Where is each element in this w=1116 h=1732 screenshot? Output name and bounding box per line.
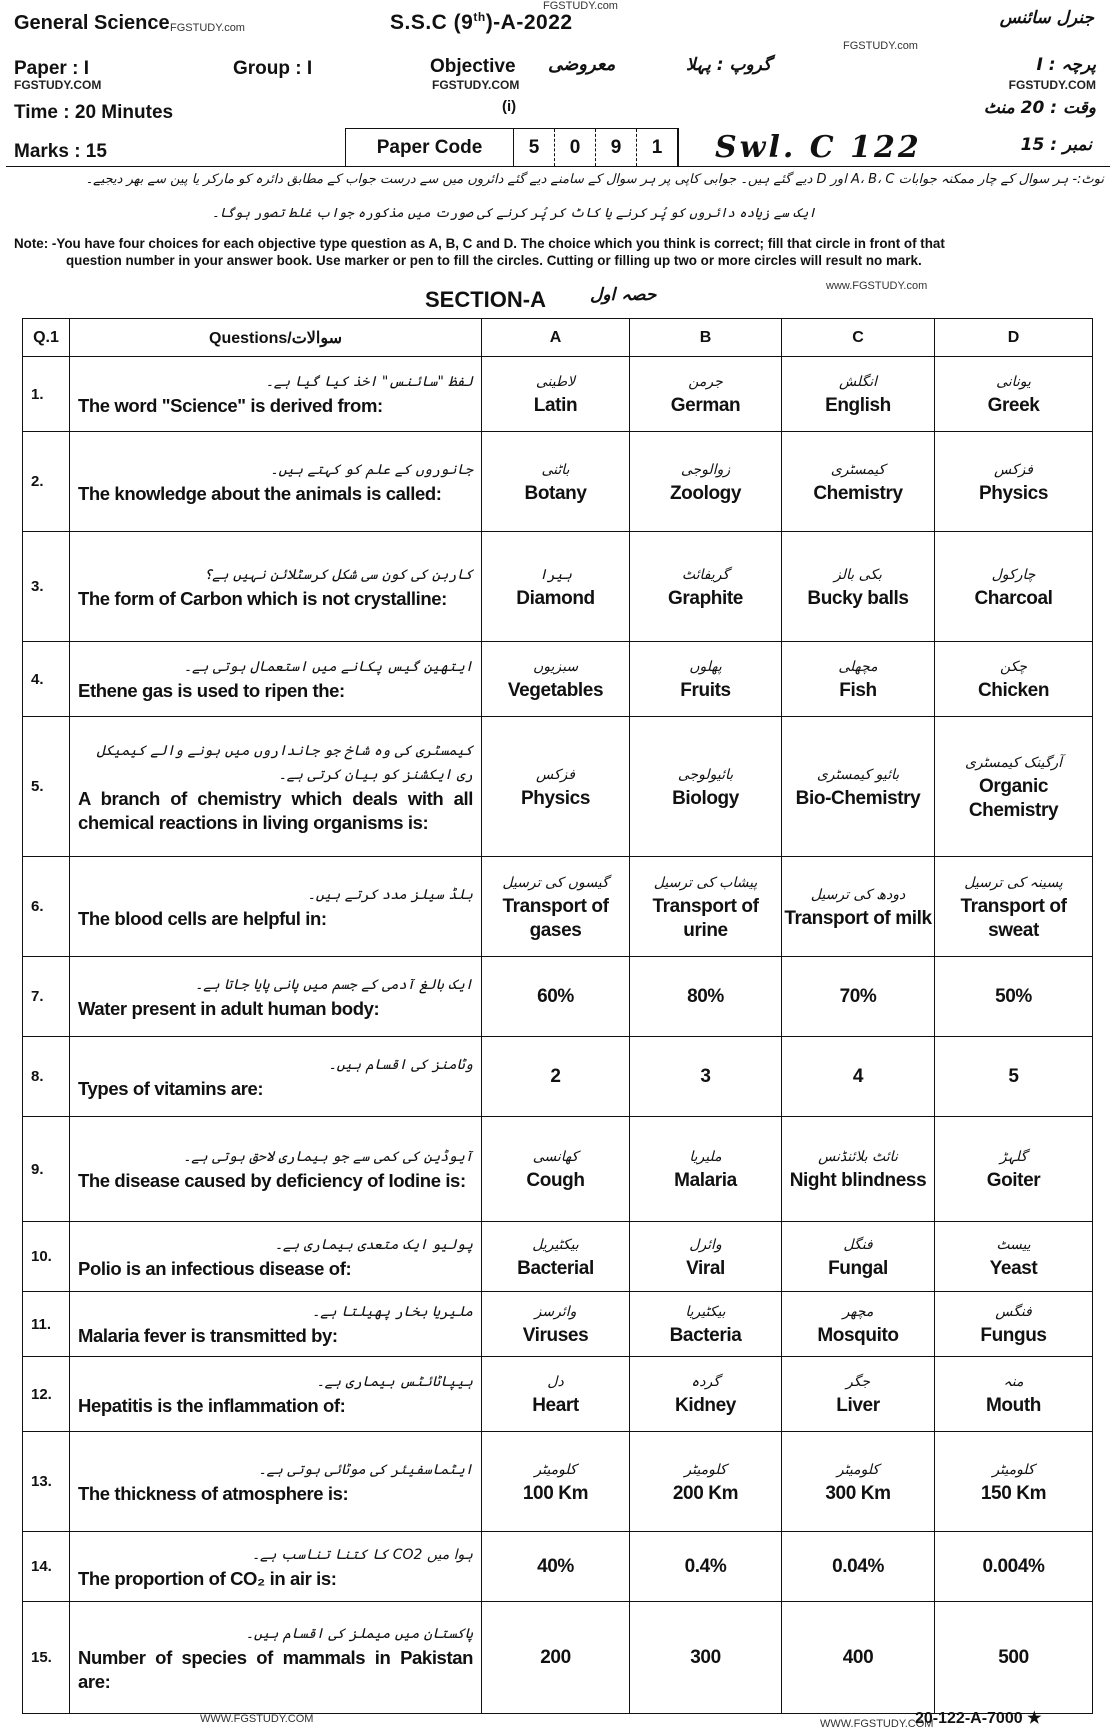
option-d-english: 150 Km xyxy=(980,1482,1047,1504)
option-a xyxy=(482,1292,630,1357)
option-d-english: Charcoal xyxy=(974,587,1053,609)
instructions-english xyxy=(14,235,1104,269)
question-row xyxy=(23,532,1093,642)
header-question-number: Q.1 xyxy=(23,319,70,357)
paper-number-urdu: پرچہ : I xyxy=(1036,55,1096,75)
option-d-urdu: پسینہ کی ترسیل xyxy=(964,874,1063,891)
option-d-english: Chicken xyxy=(977,680,1050,701)
option-b xyxy=(630,857,782,957)
watermark-footer-right: WWW.FGSTUDY.COM xyxy=(820,1718,934,1730)
option-a xyxy=(482,432,630,532)
watermark-top: FGSTUDY.com xyxy=(543,0,618,12)
option-c xyxy=(782,532,935,642)
option-c-english: 0.04% xyxy=(832,1555,884,1577)
option-c-english: Fish xyxy=(839,680,877,701)
option-a-english: Heart xyxy=(532,1395,579,1416)
option-a xyxy=(482,1357,630,1432)
option-c-english: Fungal xyxy=(828,1257,888,1279)
option-d xyxy=(935,432,1093,532)
header-questions: Questions/سوالات xyxy=(70,319,482,357)
question-row xyxy=(23,717,1093,857)
option-b-urdu: گریفائٹ xyxy=(681,566,730,583)
objective-label-urdu: معروضی xyxy=(548,54,616,75)
option-b-english: Bacteria xyxy=(669,1325,742,1346)
option-d-english: 5 xyxy=(1008,1065,1019,1087)
option-d-urdu: ییسٹ xyxy=(996,1236,1031,1253)
option-c-urdu: انگلش xyxy=(838,374,877,390)
objective-label: Objective xyxy=(430,56,516,77)
option-c xyxy=(782,432,935,532)
question-text-english: Polio is an infectious disease of: xyxy=(78,1257,352,1279)
option-b-urdu: گردہ xyxy=(691,1374,720,1390)
option-c-urdu: جگر xyxy=(845,1374,871,1390)
question-text-english: A branch of chemistry which deals with all chemical reactions in living organisms is: xyxy=(78,787,473,833)
option-c-english: Bucky balls xyxy=(807,587,909,609)
exam-title-sup: th xyxy=(473,10,486,24)
option-b xyxy=(630,1357,782,1432)
option-c-english: 70% xyxy=(839,985,877,1007)
option-b-english: 3 xyxy=(700,1065,711,1087)
option-a-english: Transport of gases xyxy=(502,895,609,941)
question-row xyxy=(23,957,1093,1037)
option-a xyxy=(482,1532,630,1602)
question-text-cell xyxy=(70,642,482,717)
exam-title-prefix: S.S.C (9 xyxy=(390,11,474,34)
option-b-english: German xyxy=(670,395,741,416)
question-number: 11. xyxy=(23,1292,70,1357)
option-d-urdu: فنگس xyxy=(995,1304,1032,1320)
question-number: 3. xyxy=(23,532,70,642)
option-c xyxy=(782,1357,935,1432)
instructions-urdu-line2: ایک سے زیادہ دائروں کو پُر کرنے یا کاٹ کر پُر کرنے کی صورت میں مذکورہ جواب غلط تصور ہوگا۔ xyxy=(211,206,816,221)
option-b-urdu: کلومیٹر xyxy=(684,1461,727,1478)
question-text-english: The word "Science" is derived from: xyxy=(78,395,383,416)
option-c-english: Liver xyxy=(836,1395,880,1416)
option-d-english: Goiter xyxy=(986,1170,1041,1191)
question-row xyxy=(23,1117,1093,1222)
option-c-urdu: نائٹ بلائنڈنس xyxy=(818,1149,898,1165)
option-c-english: Night blindness xyxy=(789,1170,927,1191)
question-text-cell xyxy=(70,532,482,642)
option-a-english: Viruses xyxy=(522,1325,589,1346)
question-row xyxy=(23,1037,1093,1117)
instructions-urdu-line1: نوٹ:- ہر سوال کے چار ممکنہ جوابات A، B، C اور D دیے گئے ہیں۔ جوابی کاپی پر ہر سوال کے سامنے دیے گئے دائروں میں سے درست جواب کے مطابق دائرہ کو مارکر یا پین سے بھر دیجیے۔ xyxy=(85,172,1104,187)
question-row xyxy=(23,857,1093,957)
option-c-english: Mosquito xyxy=(817,1325,899,1346)
option-a-english: 60% xyxy=(537,985,574,1007)
question-number: 6. xyxy=(23,857,70,957)
option-d xyxy=(935,957,1093,1037)
option-b xyxy=(630,432,782,532)
paper-code-digit: 1 xyxy=(637,129,678,166)
option-d xyxy=(935,1222,1093,1292)
header-divider xyxy=(6,166,1110,167)
option-c xyxy=(782,957,935,1037)
question-text-cell xyxy=(70,857,482,957)
question-text-english: Malaria fever is transmitted by: xyxy=(78,1325,338,1346)
question-text-english: The knowledge about the animals is called: xyxy=(78,482,442,504)
option-a-english: Vegetables xyxy=(507,680,604,701)
option-b-english: Viral xyxy=(686,1257,725,1279)
option-c xyxy=(782,717,935,857)
option-a-urdu: بیکٹیریل xyxy=(532,1236,579,1253)
question-row xyxy=(23,1292,1093,1357)
watermark-subject: FGSTUDY.com xyxy=(170,22,245,34)
question-text-cell xyxy=(70,717,482,857)
question-text-cell xyxy=(70,1037,482,1117)
section-title: SECTION-A xyxy=(425,287,546,312)
question-row xyxy=(23,1532,1093,1602)
option-d-urdu: فزکس xyxy=(994,461,1033,478)
question-text-cell xyxy=(70,357,482,432)
watermark-footer-left: WWW.FGSTUDY.COM xyxy=(200,1713,314,1725)
option-c-urdu: بائیو کیمسٹری xyxy=(816,766,900,783)
question-text-urdu: لفظ "سائنس" اخذ کیا گیا ہے۔ xyxy=(265,374,473,390)
handwritten-code: Swl. C 122 xyxy=(715,130,922,165)
question-table xyxy=(22,318,1093,1714)
option-a-english: Diamond xyxy=(516,587,595,609)
option-d-urdu: چارکول xyxy=(991,566,1036,583)
paper-variant: (i) xyxy=(502,98,517,115)
option-a-english: Physics xyxy=(520,787,591,809)
question-number: 12. xyxy=(23,1357,70,1432)
option-a-urdu: کلومیٹر xyxy=(534,1461,577,1478)
section-title-urdu: حصہ اول xyxy=(590,285,657,305)
option-b xyxy=(630,1432,782,1532)
question-text-urdu: کاربن کی کون سی شکل کرسٹلائن نہیں ہے؟ xyxy=(203,566,473,583)
question-number: 10. xyxy=(23,1222,70,1292)
option-a xyxy=(482,532,630,642)
option-d xyxy=(935,1602,1093,1714)
paper-serial-code: 20-122-A-7000 ★ xyxy=(915,1710,1042,1727)
paper-code-digit: 9 xyxy=(596,129,637,166)
watermark-right: FGSTUDY.COM xyxy=(1008,78,1096,92)
option-b-urdu: بیکٹیریا xyxy=(685,1304,726,1320)
watermark-objective: FGSTUDY.COM xyxy=(432,78,520,92)
question-row xyxy=(23,1357,1093,1432)
option-a-urdu: ہیرا xyxy=(539,566,572,583)
option-c-english: 300 Km xyxy=(825,1482,891,1504)
option-c xyxy=(782,857,935,957)
paper-code-label: Paper Code xyxy=(346,129,514,166)
question-table-body xyxy=(23,357,1093,1714)
header-option-d: D xyxy=(935,319,1093,357)
option-b-english: Biology xyxy=(672,787,739,809)
question-text-cell xyxy=(70,1432,482,1532)
option-c xyxy=(782,1532,935,1602)
option-d-english: 0.004% xyxy=(982,1555,1045,1577)
question-text-cell xyxy=(70,1602,482,1714)
option-b xyxy=(630,642,782,717)
question-number: 14. xyxy=(23,1532,70,1602)
watermark-paper: FGSTUDY.COM xyxy=(14,78,102,92)
option-b xyxy=(630,1037,782,1117)
option-c xyxy=(782,1037,935,1117)
question-text-cell xyxy=(70,432,482,532)
table-header-row xyxy=(23,319,1093,357)
option-b-urdu: زوالوجی xyxy=(680,461,731,478)
question-text-urdu: ہیپاٹائٹس بیماری ہے۔ xyxy=(316,1374,473,1390)
option-a-english: 40% xyxy=(537,1555,574,1577)
question-row xyxy=(23,357,1093,432)
option-a-urdu: لاطینی xyxy=(535,374,576,390)
option-a-urdu: فزکس xyxy=(536,766,575,783)
option-d-english: Transport of sweat xyxy=(960,895,1067,941)
option-d-english: Greek xyxy=(987,395,1040,416)
question-text-english: The disease caused by deficiency of Iodine is: xyxy=(78,1170,466,1191)
option-b-english: Fruits xyxy=(680,680,731,701)
question-text-english: Ethene gas is used to ripen the: xyxy=(78,680,345,701)
option-a xyxy=(482,957,630,1037)
option-d-english: Physics xyxy=(978,482,1049,504)
option-b-english: Graphite xyxy=(668,587,743,609)
option-b-urdu: پھلوں xyxy=(689,659,722,675)
option-b-urdu: بائیولوجی xyxy=(677,766,734,783)
question-number: 15. xyxy=(23,1602,70,1714)
option-d-english: Fungus xyxy=(980,1325,1047,1346)
option-c-urdu: مچھلی xyxy=(838,659,878,675)
option-a xyxy=(482,1432,630,1532)
question-text-english: Number of species of mammals in Pakistan are: xyxy=(78,1646,473,1692)
option-c-urdu: دودھ کی ترسیل xyxy=(810,886,906,903)
question-text-english: The thickness of atmosphere is: xyxy=(78,1482,349,1504)
question-text-urdu: پاکستان میں میملز کی اقسام ہیں۔ xyxy=(245,1625,473,1642)
option-b-english: Kidney xyxy=(675,1395,736,1416)
option-d-urdu: منہ xyxy=(1003,1374,1024,1390)
option-d-urdu: آرگینک کیمسٹری xyxy=(964,754,1063,771)
header-option-c: C xyxy=(782,319,935,357)
question-number: 5. xyxy=(23,717,70,857)
question-text-cell xyxy=(70,1532,482,1602)
option-a xyxy=(482,1037,630,1117)
option-a-urdu: وائرسز xyxy=(534,1304,577,1320)
exam-title xyxy=(390,10,573,35)
option-c xyxy=(782,1222,935,1292)
question-row xyxy=(23,1602,1093,1714)
option-c-english: 400 xyxy=(842,1646,874,1668)
option-b-english: 80% xyxy=(687,985,724,1007)
option-c xyxy=(782,357,935,432)
option-a xyxy=(482,1602,630,1714)
option-b-urdu: ملیریا xyxy=(689,1149,722,1165)
question-text-english: The form of Carbon which is not crystalline: xyxy=(78,587,447,609)
question-text-cell xyxy=(70,957,482,1037)
option-c-english: Chemistry xyxy=(813,482,903,504)
option-c xyxy=(782,642,935,717)
paper-code-digit: 0 xyxy=(555,129,596,166)
question-number: 8. xyxy=(23,1037,70,1117)
option-d-urdu: کلومیٹر xyxy=(992,1461,1035,1478)
option-d-urdu: یونانی xyxy=(996,374,1031,390)
header-option-b: B xyxy=(630,319,782,357)
question-text-urdu: ایتھین گیس پکانے میں استعمال ہوتی ہے۔ xyxy=(183,659,473,675)
option-a-urdu: کھانسی xyxy=(532,1149,579,1165)
option-d-urdu: چکن xyxy=(999,659,1028,675)
option-d-english: 50% xyxy=(995,985,1032,1007)
option-b-english: 200 Km xyxy=(672,1482,739,1504)
time-allowed: Time : 20 Minutes xyxy=(14,102,174,123)
option-b-urdu: پیشاب کی ترسیل xyxy=(653,874,758,891)
question-text-english: The proportion of CO₂ in air is: xyxy=(78,1567,337,1589)
option-c-urdu: بکی بالز xyxy=(834,566,882,583)
option-b xyxy=(630,717,782,857)
option-d xyxy=(935,717,1093,857)
option-a xyxy=(482,357,630,432)
option-b xyxy=(630,1602,782,1714)
question-text-english: Types of vitamins are: xyxy=(78,1077,264,1099)
question-text-urdu: بلڈ سیلز مدد کرتے ہیں۔ xyxy=(307,886,473,903)
option-a-english: Botany xyxy=(524,482,587,504)
question-text-urdu: کیمسٹری کی وہ شاخ جو جانداروں میں ہونے والے کیمیکل ری ایکشنز کو بیان کرتی ہے۔ xyxy=(96,742,473,783)
option-a xyxy=(482,1222,630,1292)
option-d xyxy=(935,1117,1093,1222)
option-b-english: Malaria xyxy=(674,1170,737,1191)
option-d-urdu: گلہڑ xyxy=(999,1149,1028,1165)
option-b-urdu: جرمن xyxy=(688,374,723,390)
option-d xyxy=(935,642,1093,717)
watermark-group: FGSTUDY.com xyxy=(843,40,918,52)
option-d xyxy=(935,1532,1093,1602)
question-row xyxy=(23,1222,1093,1292)
group-number-urdu: گروپ : پہلا xyxy=(686,55,772,75)
option-d-english: Yeast xyxy=(989,1257,1038,1279)
question-text-urdu: پولیو ایک متعدی بیماری ہے۔ xyxy=(274,1236,473,1253)
option-a xyxy=(482,1117,630,1222)
option-c xyxy=(782,1292,935,1357)
group-number: Group : I xyxy=(233,58,313,79)
option-a-english: 100 Km xyxy=(522,1482,589,1504)
option-b-english: Transport of urine xyxy=(652,895,759,941)
option-d-english: 500 xyxy=(998,1646,1029,1668)
option-b-english: 300 xyxy=(690,1646,721,1668)
total-marks: Marks : 15 xyxy=(14,141,107,162)
option-b xyxy=(630,532,782,642)
option-d xyxy=(935,532,1093,642)
question-text-cell xyxy=(70,1222,482,1292)
option-a xyxy=(482,857,630,957)
option-a-english: Cough xyxy=(526,1170,585,1191)
instructions-english-line1: Note: -You have four choices for each objective type question as A, B, C and D. The choice which you think is correct; fill that circle in front of that xyxy=(14,236,945,251)
option-a xyxy=(482,717,630,857)
paper-code-box xyxy=(345,128,679,166)
question-text-english: The blood cells are helpful in: xyxy=(78,907,327,929)
watermark-section: www.FGSTUDY.com xyxy=(826,280,928,292)
option-c xyxy=(782,1602,935,1714)
question-text-urdu: ہوا میں CO2 کا کتنا تناسب ہے۔ xyxy=(251,1546,473,1563)
total-marks-urdu: نمبر : 15 xyxy=(1020,135,1092,155)
question-number: 7. xyxy=(23,957,70,1037)
option-a-english: Latin xyxy=(533,395,578,416)
option-b-english: Zoology xyxy=(669,482,742,504)
option-a-urdu: باٹنی xyxy=(541,461,570,478)
question-number: 4. xyxy=(23,642,70,717)
option-c xyxy=(782,1432,935,1532)
header-option-a: A xyxy=(482,319,630,357)
option-c-urdu: کلومیٹر xyxy=(836,1461,880,1478)
question-text-urdu: ایک بالغ آدمی کے جسم میں پانی پایا جاتا ہے۔ xyxy=(195,976,473,993)
question-text-cell xyxy=(70,1357,482,1432)
option-d-english: Mouth xyxy=(986,1395,1041,1416)
subject-title: General Science xyxy=(14,12,170,34)
option-a-urdu: سبزیوں xyxy=(532,659,579,675)
option-d xyxy=(935,357,1093,432)
question-row xyxy=(23,432,1093,532)
exam-title-suffix: )-A-2022 xyxy=(485,11,573,34)
option-d xyxy=(935,857,1093,957)
option-b xyxy=(630,1117,782,1222)
question-text-urdu: ملیریا بخار پھیلتا ہے۔ xyxy=(311,1304,473,1320)
question-number: 2. xyxy=(23,432,70,532)
option-b-urdu: وائرل xyxy=(689,1236,722,1253)
question-text-urdu: جانوروں کے علم کو کہتے ہیں۔ xyxy=(270,461,473,478)
option-a xyxy=(482,642,630,717)
option-b-english: 0.4% xyxy=(684,1555,727,1577)
option-d xyxy=(935,1357,1093,1432)
question-text-english: Hepatitis is the inflammation of: xyxy=(78,1395,346,1416)
option-a-english: 200 xyxy=(540,1646,571,1668)
time-allowed-urdu: وقت : 20 منٹ xyxy=(983,98,1096,118)
option-c-english: Transport of milk xyxy=(784,907,932,929)
option-b xyxy=(630,1292,782,1357)
option-c-english: Bio-Chemistry xyxy=(795,787,921,809)
subject-title-urdu: جنرل سائنس xyxy=(999,8,1094,28)
option-a-urdu: گیسوں کی ترسیل xyxy=(502,874,609,891)
option-c-english: English xyxy=(825,395,891,416)
option-d xyxy=(935,1292,1093,1357)
question-text-english: Water present in adult human body: xyxy=(78,997,380,1019)
question-text-urdu: آیوڈین کی کمی سے جو بیماری لاحق ہوتی ہے۔ xyxy=(183,1149,473,1165)
question-number: 13. xyxy=(23,1432,70,1532)
option-c-urdu: کیمسٹری xyxy=(830,461,886,478)
question-row xyxy=(23,642,1093,717)
option-c-english: 4 xyxy=(852,1065,864,1087)
question-text-cell xyxy=(70,1292,482,1357)
option-c xyxy=(782,1117,935,1222)
question-text-cell xyxy=(70,1117,482,1222)
option-a-english: 2 xyxy=(550,1065,561,1087)
option-c-urdu: فنگل xyxy=(843,1236,873,1253)
question-text-urdu: ایٹماسفیئر کی موٹائی ہوتی ہے۔ xyxy=(258,1461,473,1478)
instructions-english-line2: question number in your answer book. Use marker or pen to fill the circles. Cutting or filling up two or more circles will result no mark. xyxy=(66,253,922,268)
option-d-english: Organic Chemistry xyxy=(968,775,1059,821)
option-b xyxy=(630,957,782,1037)
option-b xyxy=(630,1222,782,1292)
question-number: 1. xyxy=(23,357,70,432)
option-d xyxy=(935,1037,1093,1117)
option-d xyxy=(935,1432,1093,1532)
option-a-urdu: دل xyxy=(547,1374,564,1390)
question-text-urdu: وٹامنز کی اقسام ہیں۔ xyxy=(328,1056,473,1073)
question-row xyxy=(23,1432,1093,1532)
option-c-urdu: مچھر xyxy=(842,1304,874,1320)
question-number: 9. xyxy=(23,1117,70,1222)
paper-code-digit: 5 xyxy=(514,129,555,166)
option-b xyxy=(630,357,782,432)
paper-number: Paper : I xyxy=(14,58,89,79)
option-a-english: Bacterial xyxy=(517,1257,594,1279)
option-b xyxy=(630,1532,782,1602)
